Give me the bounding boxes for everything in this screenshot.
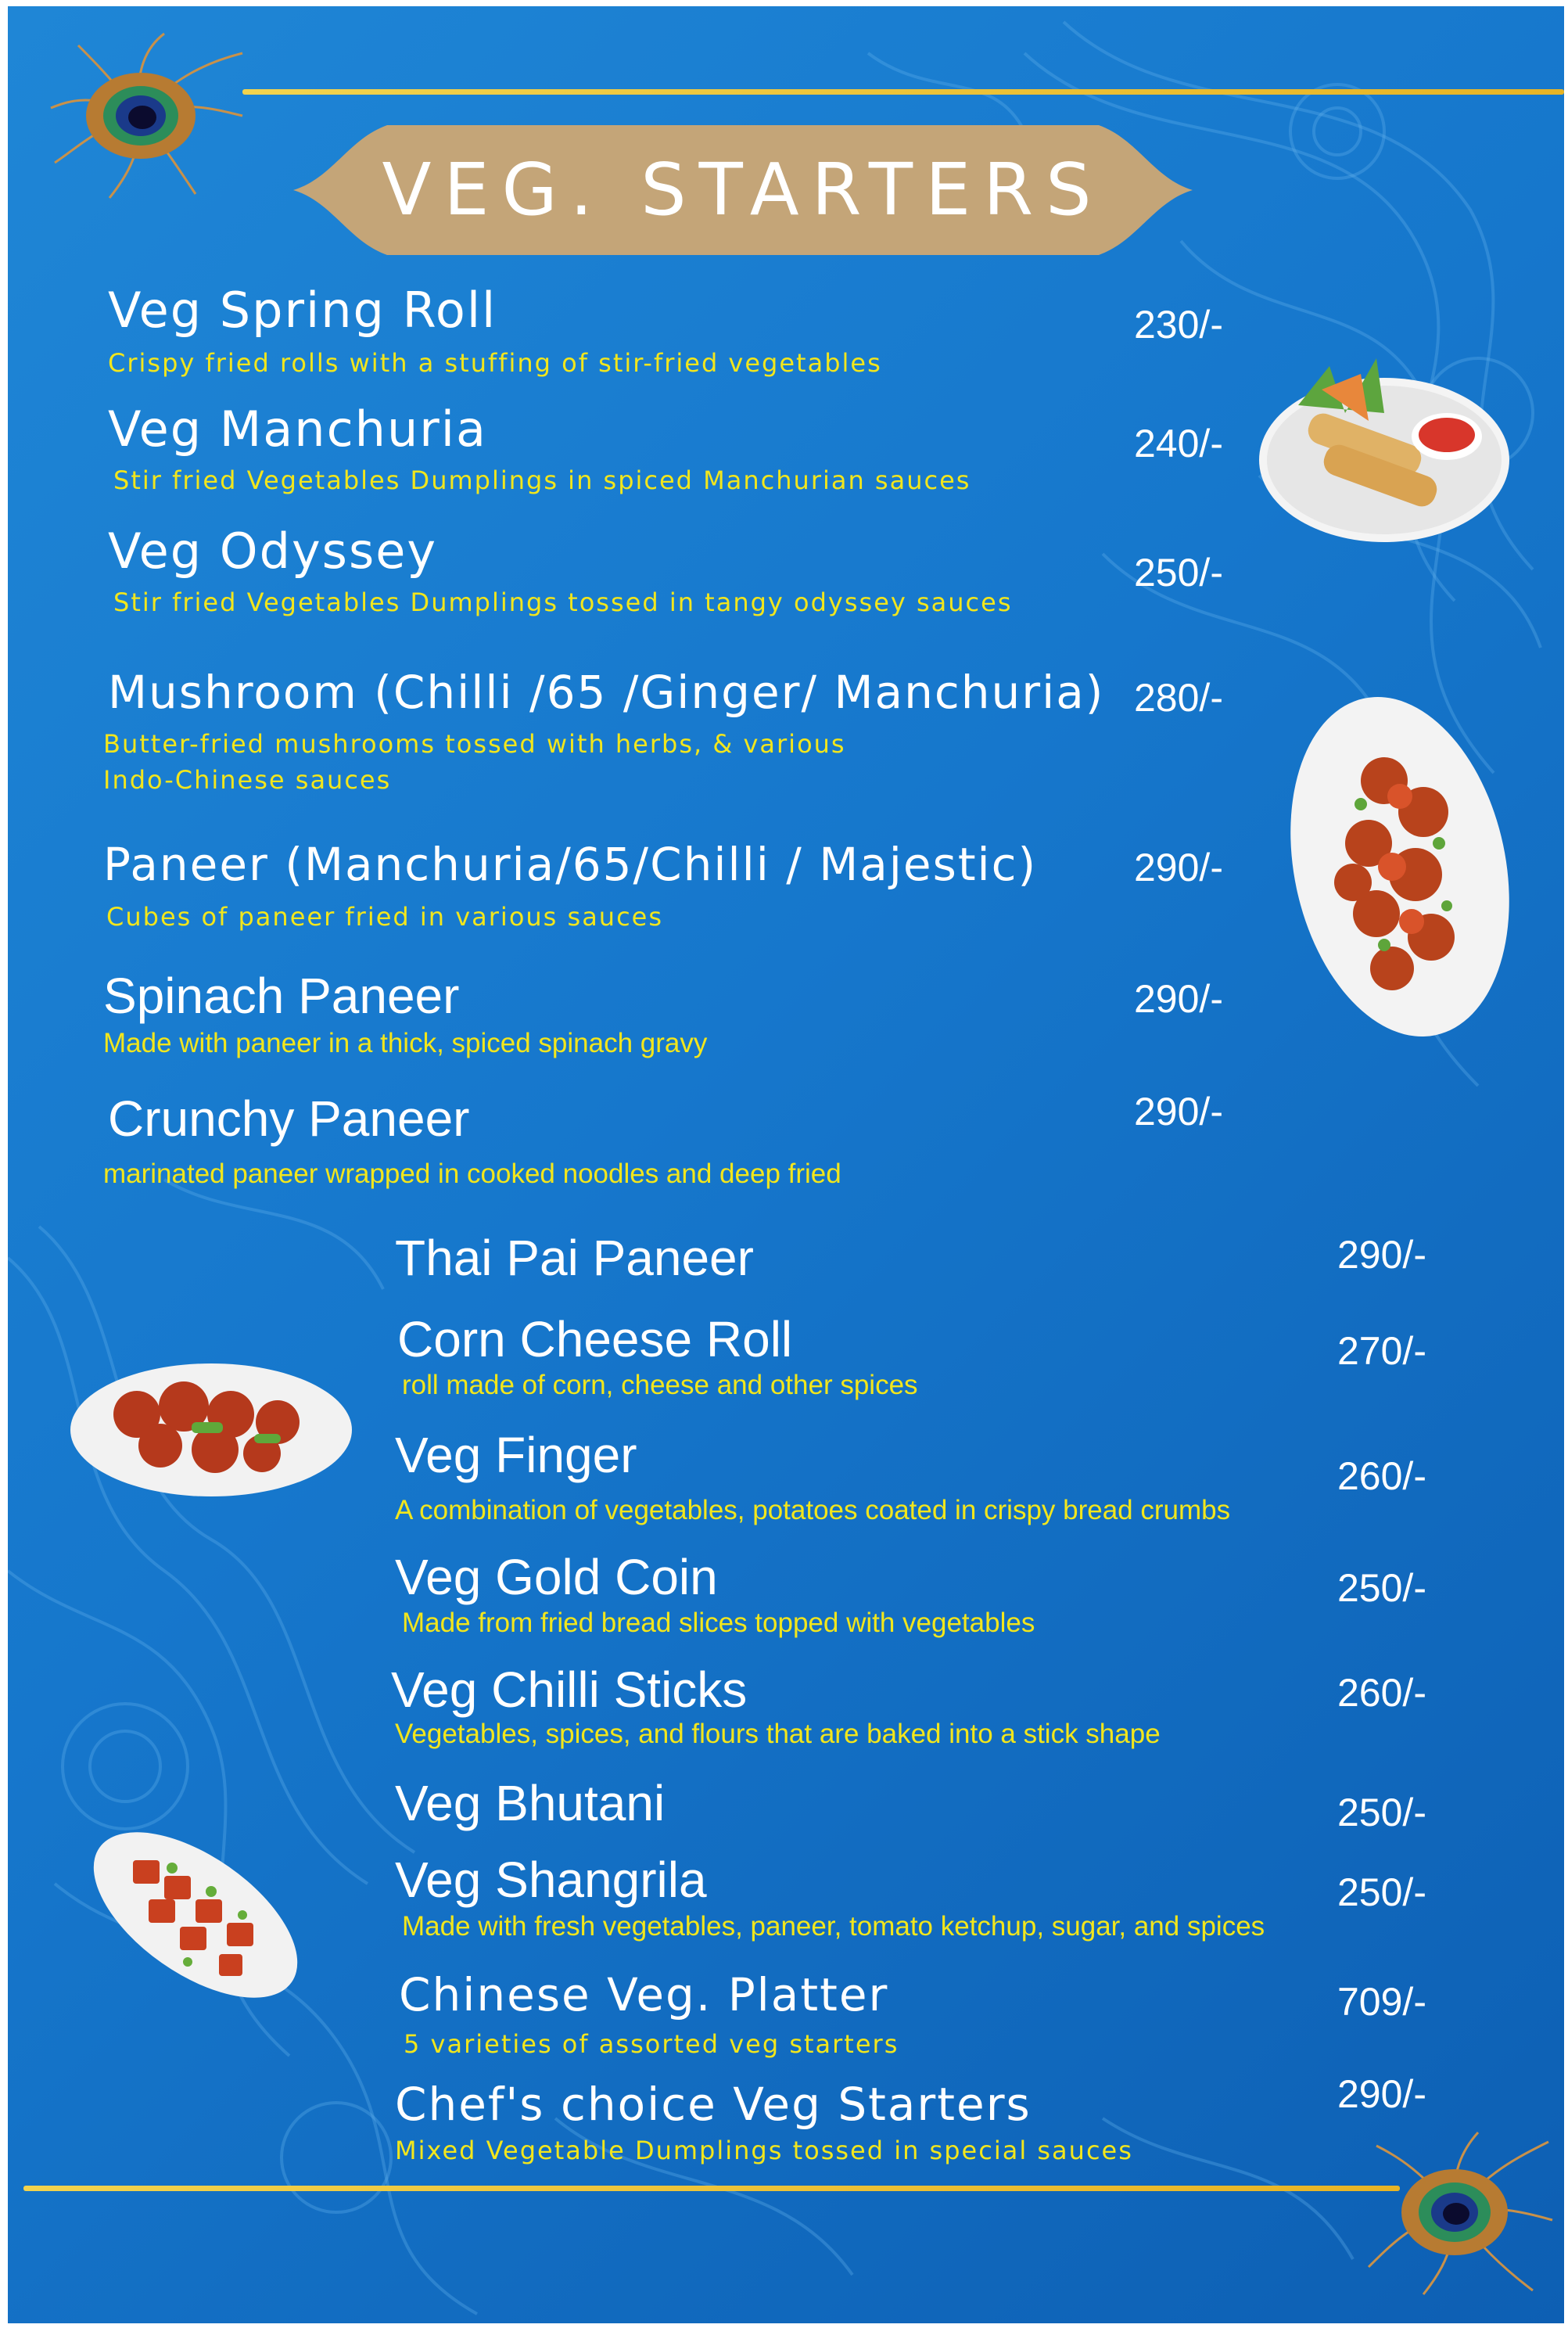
manchurian-photo (1267, 687, 1533, 1047)
menu-item-description: Crispy fried rolls with a stuffing of stir-fried vegetables (108, 348, 882, 378)
chilli-paneer-photo (66, 1344, 356, 1500)
menu-item-description: Vegetables, spices, and flours that are baked into a stick shape (395, 1719, 1161, 1749)
menu-item-description: marinated paneer wrapped in cooked noodles and deep fried (103, 1159, 841, 1189)
menu-item-price: 270/- (1337, 1329, 1426, 1373)
menu-item-name: Chef's choice Veg Starters (395, 2078, 1032, 2131)
menu-item-name: Veg Chilli Sticks (391, 1662, 748, 1718)
bottom-gold-line (23, 2186, 1400, 2191)
spring-roll-photo (1251, 343, 1517, 554)
menu-item-description: Made with paneer in a thick, spiced spinach gravy (103, 1028, 708, 1058)
menu-item-price: 230/- (1134, 303, 1223, 347)
menu-item-price: 290/- (1134, 1090, 1223, 1133)
paneer-platter-photo (86, 1813, 305, 2017)
menu-item-name: Veg Bhutani (395, 1775, 666, 1831)
menu-item-price: 250/- (1337, 1791, 1426, 1834)
menu-item-price: 240/- (1134, 422, 1223, 465)
menu-item-price: 290/- (1134, 846, 1223, 889)
page-title: VEG. STARTERS (382, 148, 1104, 232)
menu-item-price: 250/- (1337, 1566, 1426, 1610)
menu-item-name: Veg Spring Roll (108, 282, 497, 339)
menu-item-name: Chinese Veg. Platter (399, 1968, 889, 2021)
menu-item-name: Corn Cheese Roll (397, 1311, 793, 1367)
title-banner (293, 116, 1193, 264)
menu-item-description-line2: Indo-Chinese sauces (103, 765, 392, 795)
menu-item-name: Veg Gold Coin (395, 1549, 718, 1605)
menu-item-price: 290/- (1337, 1233, 1426, 1277)
menu-item-price: 280/- (1134, 676, 1223, 720)
menu-item-price: 260/- (1337, 1454, 1426, 1498)
menu-item-name: Veg Manchuria (108, 401, 487, 458)
menu-item-description: Butter-fried mushrooms tossed with herbs, & various (103, 729, 846, 759)
menu-item-description: A combination of vegetables, potatoes coated in crispy bread crumbs (395, 1495, 1231, 1525)
menu-item-description: Made from fried bread slices topped with vegetables (402, 1608, 1035, 1638)
menu-item-price: 709/- (1337, 1980, 1426, 2024)
menu-item-description: Stir fried Vegetables Dumplings in spiced Manchurian sauces (113, 465, 971, 495)
menu-item-name: Veg Finger (395, 1427, 637, 1483)
menu-item-name: Paneer (Manchuria/65/Chilli / Majestic) (103, 838, 1038, 891)
menu-item-description: 5 varieties of assorted veg starters (404, 2029, 899, 2059)
menu-page (8, 6, 1564, 2323)
peacock-feather-icon (47, 30, 250, 202)
menu-item-price: 260/- (1337, 1671, 1426, 1715)
menu-item-name: Thai Pai Paneer (395, 1230, 754, 1286)
peacock-feather-icon (1361, 2126, 1556, 2298)
top-gold-line (242, 89, 1564, 95)
menu-item-description: Cubes of paneer fried in various sauces (106, 902, 664, 932)
menu-item-description: Mixed Vegetable Dumplings tossed in special sauces (395, 2136, 1133, 2165)
menu-item-name: Veg Odyssey (108, 523, 438, 580)
menu-item-name: Veg Shangrila (395, 1852, 707, 1908)
menu-item-price: 250/- (1337, 1870, 1426, 1914)
menu-item-name: Mushroom (Chilli /65 /Ginger/ Manchuria) (108, 666, 1105, 719)
menu-item-description: roll made of corn, cheese and other spices (402, 1370, 918, 1400)
menu-item-name: Spinach Paneer (103, 968, 460, 1024)
menu-item-name: Crunchy Paneer (108, 1090, 470, 1147)
menu-item-description: Made with fresh vegetables, paneer, tomato ketchup, sugar, and spices (402, 1911, 1265, 1942)
menu-item-description: Stir fried Vegetables Dumplings tossed in tangy odyssey sauces (113, 587, 1013, 617)
menu-item-price: 290/- (1337, 2072, 1426, 2116)
menu-item-price: 290/- (1134, 977, 1223, 1021)
menu-item-price: 250/- (1134, 551, 1223, 595)
